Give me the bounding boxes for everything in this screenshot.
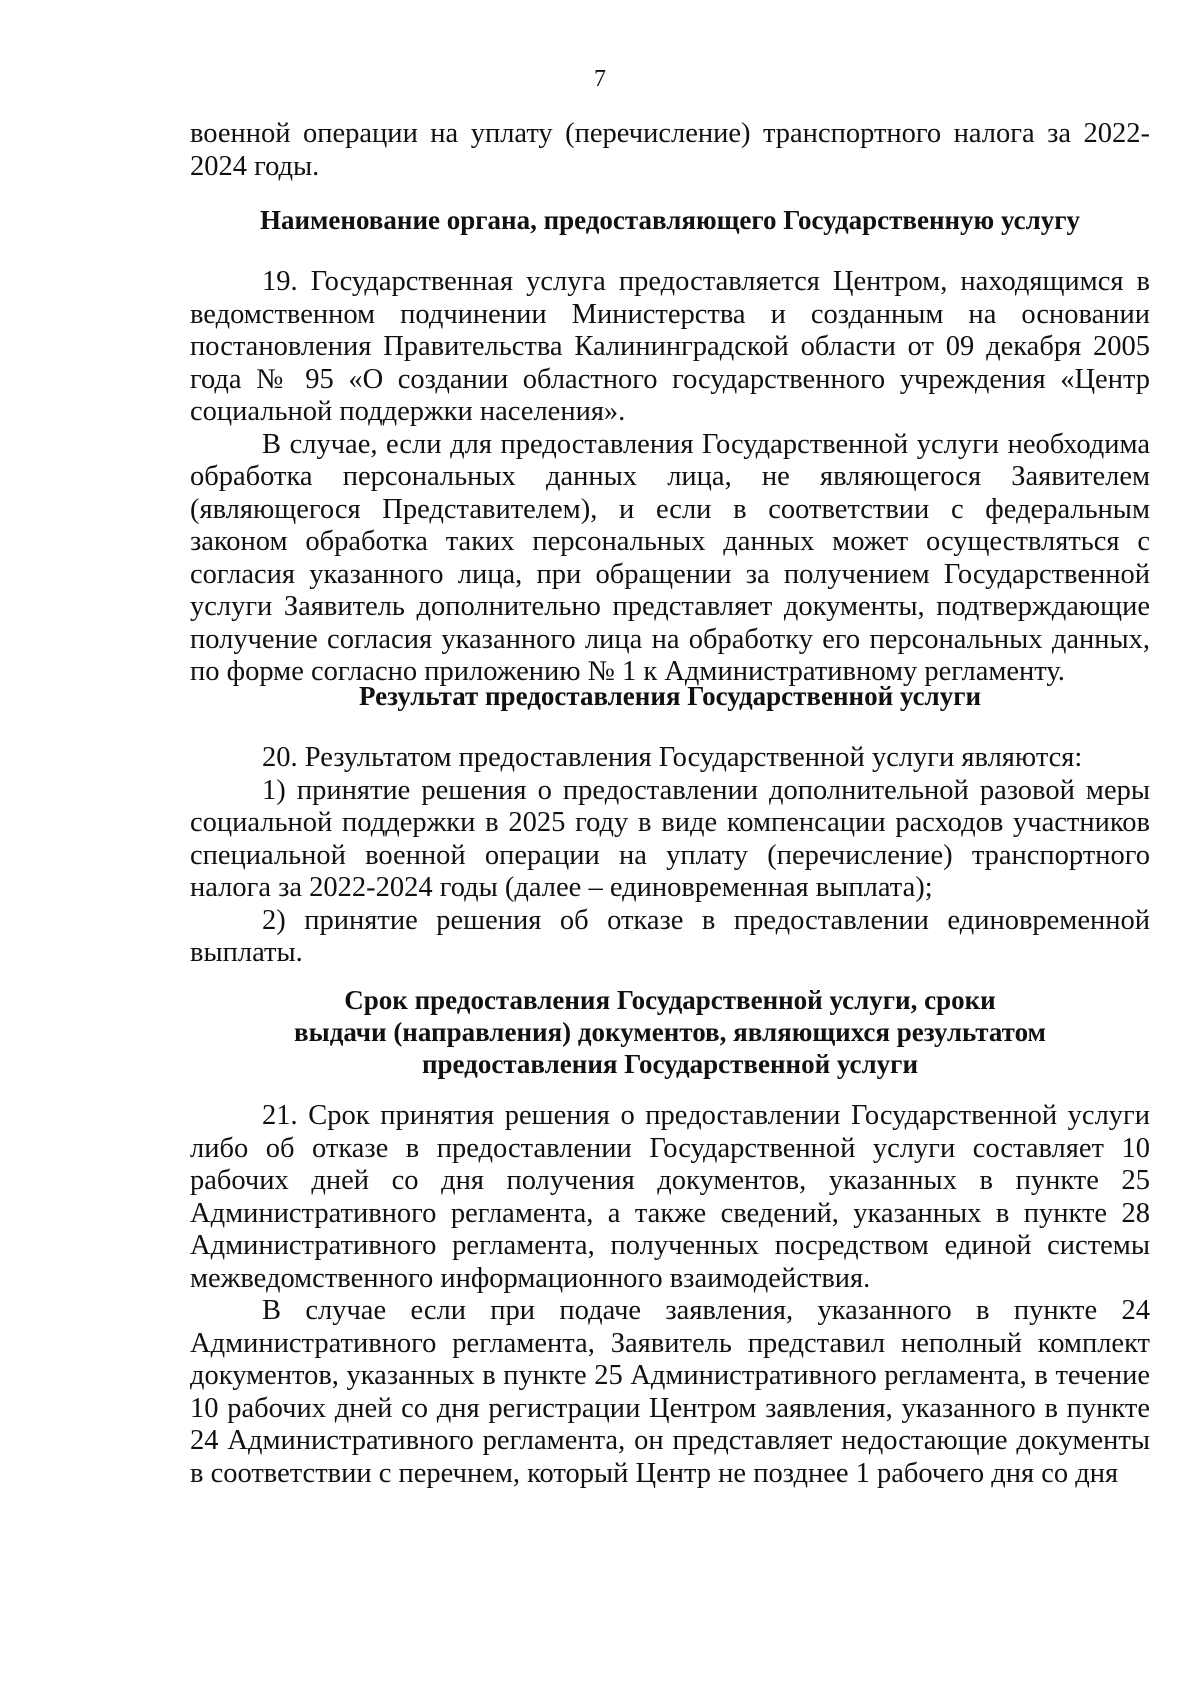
paragraph-personal-data: В случае, если для предоставления Государственной услуги необходима обработка персональных данных лица, не являющегося Заявителем (являющегося Представителем), и если в соответствии с федеральным законом обработка таких персональных данных может осуществляться с согласия указанного лица, при обращении за получением Государственной услуги Заявитель дополнительно представляет документы, подтверждающие получение согласия указанного лица на обработку его персональных данных, по форме согласно приложению № 1 к Административному регламенту.	[190, 428, 1150, 687]
section-heading-term	[190, 984, 1150, 1080]
intro-paragraph-block	[190, 118, 1150, 183]
heading-line: Срок предоставления Государственной услуги, сроки	[344, 985, 996, 1015]
paragraph-21: 21. Срок принятия решения о предоставлении Государственной услуги либо об отказе в предоставлении Государственной услуги составляет 10 рабочих дней со дня получения документов, указанных в пункте 25 Административного регламента, а также сведений, указанных в пункте 28 Административного регламента, полученных посредством единой системы межведомственного информационного взаимодействия.	[190, 1100, 1150, 1294]
section-heading-result: Результат предоставления Государственной услуги	[358, 681, 982, 711]
section-heading-authority: Наименование органа, предоставляющего Государственную услугу	[259, 205, 1081, 235]
paragraph-incomplete-documents: В случае если при подаче заявления, указанного в пункте 24 Административного регламента, Заявитель представил неполный комплект документов, указанных в пункте 25 Административного регламента, в течение 10 рабочих дней со дня регистрации Центром заявления, указанного в пункте 24 Административного регламента, он представляет недостающие документы в соответствии с перечнем, который Центр не позднее 1 рабочего дня со дня	[190, 1295, 1150, 1489]
paragraph-19: 19. Государственная услуга предоставляется Центром, находящимся в ведомственном подчинении Министерства и созданным на основании постановления Правительства Калининградской области от 09 декабря 2005 года № 95 «О создании областного государственного учреждения «Центр социальной поддержки населения».	[190, 266, 1150, 427]
intro-paragraph: военной операции на уплату (перечисление) транспортного налога за 2022-2024 годы.	[190, 118, 1150, 182]
result-item-2: 2) принятие решения об отказе в предоставлении единовременной выплаты.	[190, 904, 1150, 968]
result-item-1: 1) принятие решения о предоставлении дополнительной разовой меры социальной поддержки в 2025 году в виде компенсации расходов участников специальной военной операции на уплату (перечисление) транспортного налога за 2022-2024 годы (далее – единовременная выплата);	[190, 774, 1150, 903]
page-number: 7	[594, 66, 606, 92]
paragraph-20: 20. Результатом предоставления Государственной услуги являются:	[262, 742, 1083, 773]
heading-line: предоставления Государственной услуги	[421, 1049, 919, 1079]
section-body-authority	[190, 266, 1150, 689]
section-body-term	[190, 1100, 1150, 1490]
heading-line: выдачи (направления) документов, являющихся результатом	[294, 1017, 1046, 1047]
section-body-result	[190, 742, 1150, 970]
